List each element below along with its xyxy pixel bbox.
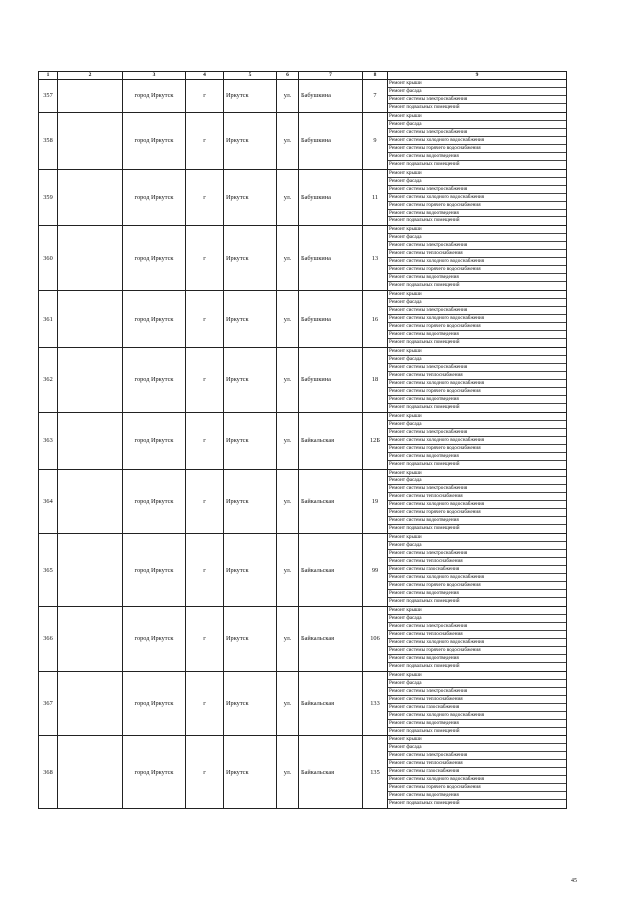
works-cell [388,412,567,469]
work-item: Ремонт системы теплоснабжения [388,696,566,704]
work-item: Ремонт системы водоотведения [388,331,566,339]
settlement-name: город Иркутск [123,169,186,226]
work-item: Ремонт крыши [388,291,566,299]
work-item: Ремонт фасада [388,542,566,550]
work-item: Ремонт системы электроснабжения [388,550,566,558]
street-name: Байкальская [299,534,363,607]
street-type: ул. [277,606,299,671]
empty-cell [58,606,123,671]
work-item: Ремонт системы теплоснабжения [388,558,566,566]
work-item: Ремонт системы газоснабжения [388,768,566,776]
street-type: ул. [277,534,299,607]
work-item: Ремонт системы электроснабжения [388,688,566,696]
street-name: Бабушкина [299,169,363,226]
locality-type: г [186,80,224,113]
house-number: 11 [363,169,388,226]
settlement-name: город Иркутск [123,412,186,469]
settlement-name: город Иркутск [123,606,186,671]
row-number: 362 [39,347,58,412]
work-item: Ремонт крыши [388,672,566,680]
empty-cell [58,412,123,469]
work-item: Ремонт подвальных помещений [389,727,460,734]
street-name: Бабушкина [299,347,363,412]
register-table [38,71,567,809]
work-item: Ремонт системы холодного водоснабжения [388,194,566,202]
table-row [39,469,567,534]
row-number: 364 [39,469,58,534]
header-cell: 3 [123,72,186,80]
row-number: 366 [39,606,58,671]
work-item: Ремонт системы водоотведения [388,210,566,218]
work-item: Ремонт системы электроснабжения [388,307,566,315]
house-number: 7 [363,80,388,113]
works-cell [388,226,567,291]
house-number: 12Б [363,412,388,469]
street-name: Байкальская [299,412,363,469]
work-item: Ремонт системы холодного водоснабжения [388,639,566,647]
work-item: Ремонт системы холодного водоснабжения [388,137,566,145]
work-item: Ремонт крыши [388,470,566,478]
street-type: ул. [277,671,299,736]
street-type: ул. [277,226,299,291]
table-row [39,736,567,809]
work-item: Ремонт системы холодного водоснабжения [388,315,566,323]
header-cell: 2 [58,72,123,80]
work-item: Ремонт системы электроснабжения [388,129,566,137]
work-item: Ремонт подвальных помещений [389,103,460,110]
work-item: Ремонт системы водоотведения [388,655,566,663]
work-item: Ремонт системы теплоснабжения [388,760,566,768]
house-number: 106 [363,606,388,671]
locality-type: г [186,671,224,736]
work-item: Ремонт системы теплоснабжения [388,250,566,258]
table-row [39,412,567,469]
locality-name: Иркутск [224,169,277,226]
work-item: Ремонт системы электроснабжения [388,485,566,493]
work-item: Ремонт системы холодного водоснабжения [388,501,566,509]
work-item: Ремонт фасада [388,615,566,623]
settlement-name: город Иркутск [123,736,186,809]
work-item: Ремонт крыши [388,80,566,88]
work-item: Ремонт системы горячего водоснабжения [388,509,566,517]
street-name: Бабушкина [299,226,363,291]
header-cell: 8 [363,72,388,80]
work-item: Ремонт системы теплоснабжения [388,631,566,639]
row-number: 367 [39,671,58,736]
work-item: Ремонт системы горячего водоснабжения [388,647,566,655]
settlement-name: город Иркутск [123,347,186,412]
empty-cell [58,291,123,348]
work-item: Ремонт системы электроснабжения [388,429,566,437]
street-type: ул. [277,80,299,113]
settlement-name: город Иркутск [123,291,186,348]
work-item: Ремонт системы горячего водоснабжения [388,784,566,792]
house-number: 133 [363,671,388,736]
work-item: Ремонт фасада [388,88,566,96]
empty-cell [58,226,123,291]
header-cell: 6 [277,72,299,80]
table-row [39,112,567,169]
locality-type: г [186,226,224,291]
empty-cell [58,671,123,736]
locality-type: г [186,112,224,169]
works-cell [388,347,567,412]
house-number: 18 [363,347,388,412]
work-item: Ремонт крыши [388,113,566,121]
street-type: ул. [277,112,299,169]
locality-name: Иркутск [224,736,277,809]
work-item: Ремонт фасада [388,178,566,186]
table-row [39,169,567,226]
work-item: Ремонт подвальных помещений [389,800,460,807]
locality-name: Иркутск [224,534,277,607]
street-name: Байкальская [299,736,363,809]
house-number: 13 [363,226,388,291]
work-item: Ремонт крыши [388,607,566,615]
work-item: Ремонт системы газоснабжения [388,704,566,712]
row-number: 368 [39,736,58,809]
works-cell [388,534,567,607]
table-row [39,226,567,291]
table-row [39,347,567,412]
header-cell: 9 [388,72,567,80]
work-item: Ремонт системы горячего водоснабжения [388,202,566,210]
work-item: Ремонт фасада [388,299,566,307]
locality-name: Иркутск [224,291,277,348]
header-cell: 5 [224,72,277,80]
row-number: 363 [39,412,58,469]
work-item: Ремонт подвальных помещений [389,460,460,467]
locality-type: г [186,347,224,412]
empty-cell [58,534,123,607]
page-number: 45 [571,878,577,884]
work-item: Ремонт фасада [388,234,566,242]
table-body [39,80,567,809]
table-row [39,606,567,671]
row-number: 357 [39,80,58,113]
street-type: ул. [277,169,299,226]
work-item: Ремонт системы холодного водоснабжения [388,712,566,720]
house-number: 135 [363,736,388,809]
table-row [39,534,567,607]
work-item: Ремонт подвальных помещений [389,282,460,289]
work-item: Ремонт подвальных помещений [389,662,460,669]
street-name: Байкальская [299,606,363,671]
settlement-name: город Иркутск [123,469,186,534]
locality-type: г [186,606,224,671]
locality-type: г [186,469,224,534]
work-item: Ремонт подвальных помещений [389,403,460,410]
empty-cell [58,347,123,412]
locality-type: г [186,412,224,469]
work-item: Ремонт системы водоотведения [388,792,566,800]
house-number: 19 [363,469,388,534]
work-item: Ремонт крыши [388,534,566,542]
work-item: Ремонт подвальных помещений [389,217,460,224]
work-item: Ремонт системы холодного водоснабжения [388,574,566,582]
work-item: Ремонт системы электроснабжения [388,623,566,631]
work-item: Ремонт системы водоотведения [388,274,566,282]
locality-type: г [186,291,224,348]
work-item: Ремонт фасада [388,356,566,364]
header-cell: 4 [186,72,224,80]
work-item: Ремонт фасада [388,744,566,752]
work-item: Ремонт системы холодного водоснабжения [388,776,566,784]
work-item: Ремонт крыши [388,736,566,744]
locality-name: Иркутск [224,412,277,469]
header-cell: 7 [299,72,363,80]
street-type: ул. [277,291,299,348]
work-item: Ремонт крыши [388,413,566,421]
street-name: Бабушкина [299,112,363,169]
street-type: ул. [277,412,299,469]
work-item: Ремонт фасада [388,477,566,485]
work-item: Ремонт системы теплоснабжения [388,372,566,380]
street-type: ул. [277,347,299,412]
work-item: Ремонт фасада [388,421,566,429]
settlement-name: город Иркутск [123,112,186,169]
street-name: Бабушкина [299,291,363,348]
table-row [39,80,567,113]
house-number: 99 [363,534,388,607]
work-item: Ремонт подвальных помещений [389,160,460,167]
works-cell [388,606,567,671]
work-item: Ремонт системы горячего водоснабжения [388,388,566,396]
empty-cell [58,469,123,534]
work-item: Ремонт системы горячего водоснабжения [388,582,566,590]
table-row [39,291,567,348]
table-row [39,671,567,736]
work-item: Ремонт системы водоотведения [388,590,566,598]
work-item: Ремонт системы водоотведения [388,453,566,461]
locality-name: Иркутск [224,469,277,534]
work-item: Ремонт фасада [388,121,566,129]
settlement-name: город Иркутск [123,671,186,736]
locality-type: г [186,534,224,607]
work-item: Ремонт системы холодного водоснабжения [388,258,566,266]
work-item: Ремонт подвальных помещений [389,525,460,532]
work-item: Ремонт системы теплоснабжения [388,493,566,501]
work-item: Ремонт системы водоотведения [388,396,566,404]
work-item: Ремонт крыши [388,348,566,356]
empty-cell [58,169,123,226]
work-item: Ремонт системы холодного водоснабжения [388,380,566,388]
work-item: Ремонт системы газоснабжения [388,566,566,574]
street-name: Байкальская [299,469,363,534]
locality-name: Иркутск [224,671,277,736]
row-number: 359 [39,169,58,226]
locality-name: Иркутск [224,226,277,291]
settlement-name: город Иркутск [123,534,186,607]
locality-name: Иркутск [224,606,277,671]
works-cell [388,80,567,113]
header-cell: 1 [39,72,58,80]
works-cell [388,291,567,348]
work-item: Ремонт системы электроснабжения [388,752,566,760]
locality-type: г [186,169,224,226]
locality-type: г [186,736,224,809]
work-item: Ремонт крыши [388,170,566,178]
settlement-name: город Иркутск [123,80,186,113]
row-number: 360 [39,226,58,291]
work-item: Ремонт системы водоотведения [388,517,566,525]
work-item: Ремонт системы горячего водоснабжения [388,266,566,274]
row-number: 361 [39,291,58,348]
row-number: 358 [39,112,58,169]
locality-name: Иркутск [224,112,277,169]
works-cell [388,169,567,226]
street-name: Байкальская [299,671,363,736]
empty-cell [58,736,123,809]
work-item: Ремонт системы горячего водоснабжения [388,323,566,331]
work-item: Ремонт крыши [388,226,566,234]
work-item: Ремонт системы электроснабжения [388,96,566,104]
settlement-name: город Иркутск [123,226,186,291]
work-item: Ремонт системы электроснабжения [388,364,566,372]
work-item: Ремонт системы водоотведения [388,720,566,728]
work-item: Ремонт системы электроснабжения [388,186,566,194]
work-item: Ремонт подвальных помещений [389,339,460,345]
work-item: Ремонт системы холодного водоснабжения [388,437,566,445]
works-cell [388,736,567,809]
locality-name: Иркутск [224,347,277,412]
empty-cell [58,112,123,169]
row-number: 365 [39,534,58,607]
header-row [39,72,567,80]
work-item: Ремонт подвальных помещений [389,598,460,604]
works-cell [388,112,567,169]
work-item: Ремонт системы горячего водоснабжения [388,145,566,153]
street-type: ул. [277,736,299,809]
house-number: 9 [363,112,388,169]
locality-name: Иркутск [224,80,277,113]
work-item: Ремонт фасада [388,680,566,688]
work-item: Ремонт системы горячего водоснабжения [388,445,566,453]
works-cell [388,671,567,736]
work-item: Ремонт системы водоотведения [388,153,566,161]
street-type: ул. [277,469,299,534]
empty-cell [58,80,123,113]
house-number: 16 [363,291,388,348]
works-cell [388,469,567,534]
street-name: Бабушкина [299,80,363,113]
work-item: Ремонт системы электроснабжения [388,242,566,250]
